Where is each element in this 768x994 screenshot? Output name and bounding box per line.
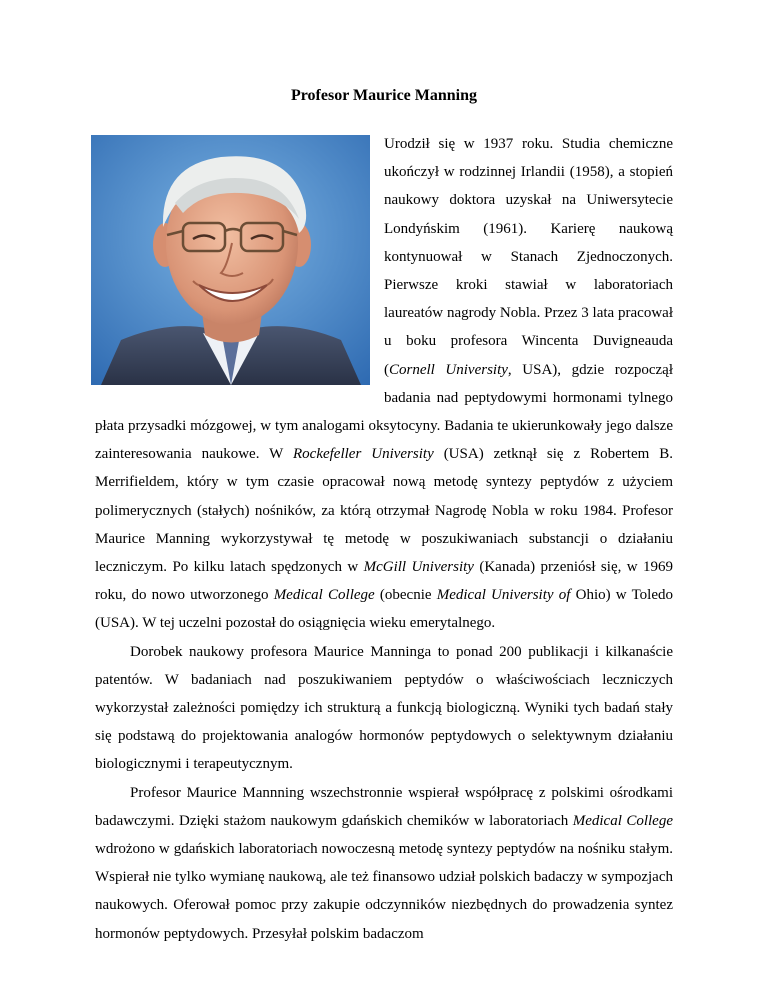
italic-text: Cornell University [389,361,508,378]
text-segment: Urodził się w 1937 roku. Studia chemiczne ukończył w rodzinnej Irlandii (1958), a stopień naukowy doktora uzyskał na Uniwersytecie Londyńskim (1961). Karierę naukową kontynuował w Stanach Zjednoczonych. Pierwsze kroki stawiał w laboratoriach laureatów nagrody Nobla. Przez 3 lata pracował u boku profesora Wincenta Duvigneauda ( [384,136,673,378]
text-segment: Dorobek naukowy profesora Maurice Manninga to ponad 200 publikacji i kilkanaście patentów. W badaniach nad poszukiwaniem peptydów o właściwościach leczniczych wykorzystał zależności pomiędzy ich strukturą a funkcją biologiczną. Wyniki tych badań stały się podstawą do projektowania analogów hormonów peptydowych o selektywnym działaniu biologicznymi i terapeutycznym. [95,643,673,773]
italic-text: Medical University of [436,587,571,604]
italic-text: McGill University [363,559,474,576]
document-body [95,130,673,948]
text-segment: , USA), gdzie rozpoczął badania nad peptydowymi hormonami tylnego płata przysadki mózgowej, w tym analogami oksytocyny. Badania te ukierunkowały jego dalsze zainteresowania naukowe. W [95,361,673,463]
paragraph [95,779,673,948]
text-segment: Profesor Maurice Mannning wszechstronnie wspierał współpracę z polskimi ośrodkami badawczymi. Dzięki stażom naukowym gdańskich chemików w laboratoriach [95,784,673,829]
italic-text: Medical College [273,587,375,604]
italic-text: Medical College [572,812,673,829]
italic-text: Rockefeller University [293,446,434,463]
document-title: Profesor Maurice Manning [290,87,478,104]
text-segment: (Kanada) przeniósł się, w 1969 roku, do nowo utworzonego [95,559,673,604]
paragraph [95,638,673,779]
text-segment: Ohio) w Toledo (USA). W tej uczelni pozostał do osiągnięcia wieku emerytalnego. [95,587,674,632]
portrait-spacer [95,130,384,396]
text-segment: wdrożono w gdańskich laboratoriach nowoczesną metodę syntezy peptydów na nośniku stałym. Wspierał nie tylko wymianę naukową, ale też finansowo udział polskich badaczy w sympozjach naukowych. Oferował pomoc przy zakupie odczynników niezbędnych do prowadzenia syntez hormonów peptydowych. Przesyłał polskim badaczom [95,841,673,942]
text-segment: (obecnie [374,587,437,604]
text-segment: (USA) zetknął się z Robertem B. Merrifieldem, który w tym czasie opracował nową metodę syntezy peptydów z użyciem polimerycznych (stałych) nośników, za którą otrzymał Nagrodę Nobla w roku 1984. Profesor Maurice Manning wykorzystywał tę metodę w poszukiwaniach substancji o działaniu leczniczym. Po kilku latach spędzonych w [95,446,673,576]
